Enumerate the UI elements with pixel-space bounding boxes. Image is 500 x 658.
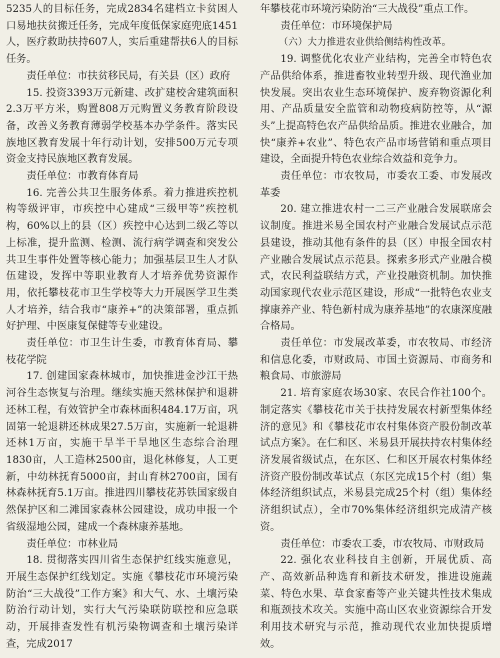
- paragraph: 15. 投资3393万元新建、改扩建校舍建筑面积2.3万平方米，购置808万元购置义务教育阶段设备，改善义务教育薄弱学校基本办学条件。落实民族地区教育发展十年行动计划，安排500万元专项资金支持民族地区教育发展。: [6, 87, 238, 166]
- paragraph: 16. 完善公共卫生服务体系。着力推进疾控机构等级评审，市疾控中心建成“三级甲等”疾控机构，60%以上的县（区）疾控中心达到二级乙等以上标准，提升监测、检测、流行病学调查和突发公共卫生事件处置等核心能力；加强基层卫生人才队伍建设，发挥中等职业教育人才培养优势资源作用，依托攀枝花市卫生学校等大力开展医学卫生类人才培养，结合我市“康养+”的决策部署，重点抓好护理、中医康复保健等专业建设。: [6, 187, 238, 333]
- paragraph: 责任单位：市环境保护局: [280, 20, 393, 32]
- paragraph: 责任单位：市卫生计生委，市教育体育局、攀枝花学院: [6, 338, 238, 366]
- paragraph: 年攀枝花市环境污染防治“三大战役”重点工作。: [260, 4, 475, 15]
- paragraph: 责任单位：市发展改革委，市农牧局、市经济和信息化委，市财政局、市国土资源局、市商务和粮食局、市旅游局: [260, 338, 492, 383]
- paragraph: 21. 培育家庭农场30家、农民合作社100个。制定落实《攀枝花市关于扶持发展农村新型集体经济的意见》和《攀枝花市农村集体资产股份制改革试点方案》。在仁和区、米易县开展扶持农村集体经济发展省级试点，在东区、仁和区开展农村集体经济资产股份制改革试点（东区完成15个村（组）集体经济组织试点，米易县完成25个村（组）集体经济组织试点），全市70%集体经济组织完成清产核资。: [260, 388, 492, 533]
- paragraph: 20. 建立推进农村一二三产业融合发展联席会议制度。推进米易全国农村产业融合发展试点示范县建设，推动其他有条件的县（区）申报全国农村产业融合发展试点示范县。探索多形式产业融合模式，农民利益联结方式，产业投融资机制。加快推动国家现代农业示范区建设，形成“一批特色农业支撑康养产业、特色新村成为康养基地”的农康深度融合格局。: [260, 204, 492, 333]
- right-column: [260, 2, 492, 653]
- paragraph: 责任单位：市农牧局，市委农工委、市发展改革委: [260, 171, 492, 199]
- paragraph: 5235人的目标任务，完成2834名建档立卡贫困人口易地扶贫搬迁任务，完成年度低保家庭兜底1451人，医疗救助扶持607人，实后重建帮扶6人的目标任务。: [6, 4, 238, 66]
- paragraph: （六）大力推进农业供给侧结构性改革。: [278, 37, 452, 49]
- paragraph: 责任单位：市扶贫移民局，有关县（区）政府: [26, 70, 231, 82]
- paragraph: 17. 创建国家森林城市，加快推进金沙江干热河谷生态恢复与治理。继续实施天然林保护和退耕还林工程，有效管护全市森林面积484.17万亩，巩固第一轮退耕还林成果27.5万亩，实施新一轮退耕还林1万亩，实施干旱半干旱地区生态综合治理1830亩，人工造林2500亩，退化林修复，人工更新，中幼林抚育5000亩，封山育林2700亩，国有林森林抚育5.1万亩。推进四川攀枝花苏铁国家级自然保护区和二滩国家森林公园建设，成功申报一个省级湿地公园，建成一个森林康养基地。: [6, 371, 238, 533]
- paragraph: 责任单位：市委农工委，市农牧局、市财政局: [280, 538, 485, 550]
- paragraph: 责任单位：市林业局: [26, 538, 119, 550]
- paragraph: 18. 贯彻落实四川省生态保护红线实施意见，开展生态保护红线划定。实施《攀枝花市环境污染防治“三大战役”工作方案》和大气、水、土壤污染防治行动计划，实行大气污染联防联控和应急联动，开展排查发性有机污染物调查和土壤污染详查，完成2017: [6, 555, 238, 650]
- paragraph: 19. 调整优化农业产业结构，完善全市特色农产品供给体系，推进畜牧业转型升级、现代渔业加快发展。突出农业生态环境保护、废弃物资源化利用、产品质量安全监管和动物疫病防控等，从“源头”上提高特色农产品供给品质。推进农业融合，加快“康养+农业”、特色农产品市场营销和重点项目建设，全面提升特色农业综合效益和竞争力。: [260, 54, 492, 166]
- left-column: [6, 2, 238, 653]
- paragraph: 责任单位：市教育体育局: [26, 171, 139, 183]
- paragraph: 22. 强化农业科技自主创新，开展优质、高产、高效新品种选育和新技术研发，推进设施蔬菜、特色水果、草食家畜等产业关键共性技术集成和瓶颈技术攻关。实施中高山区农业资源综合开发利用技术研究与示范，推动现代农业加快提质增效。: [260, 555, 492, 650]
